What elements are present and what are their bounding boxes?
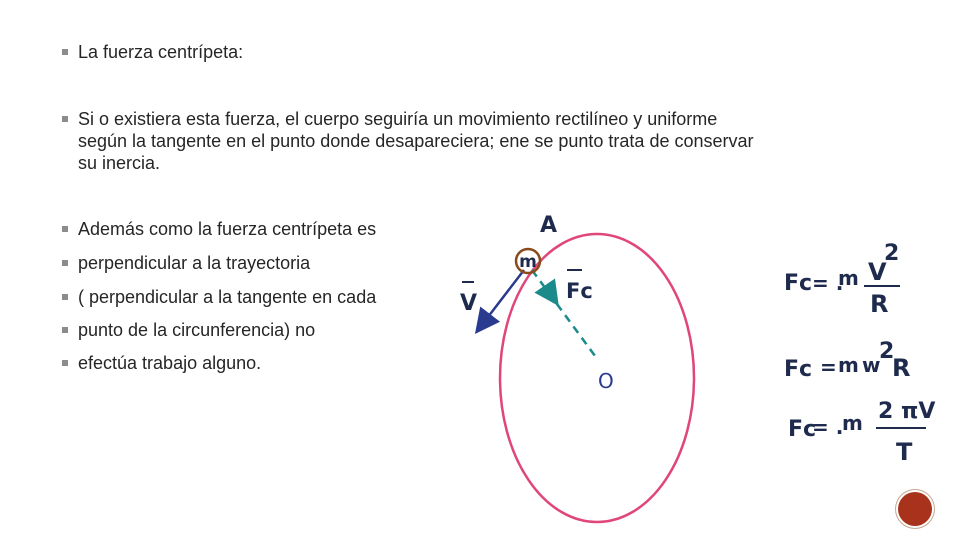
mass-label: m bbox=[519, 252, 537, 272]
formula-2-equals: = bbox=[820, 355, 837, 379]
formula-2-lhs: Fc bbox=[784, 357, 813, 382]
slide-number-badge bbox=[898, 492, 932, 526]
formula-3-mass: m bbox=[842, 411, 863, 435]
formula-3-denominator: T bbox=[896, 438, 913, 466]
velocity-arrow bbox=[478, 270, 524, 330]
bullet-text: Si o existiera esta fuerza, el cuerpo seguiría un movimiento rectilíneo y uniforme según la tangente en el punto donde desapareciera; ene se punto trata de conservar su inercia. bbox=[78, 109, 754, 173]
bullet-text: efectúa trabajo alguno. bbox=[78, 353, 262, 373]
bullet-text: punto de la circunferencia) no bbox=[78, 320, 316, 340]
point-a-label: A bbox=[540, 213, 558, 238]
bullet-text: ( perpendicular a la tangente en cada bbox=[78, 287, 377, 307]
formula-1-exponent: 2 bbox=[884, 241, 900, 266]
formula-2-omega: w bbox=[862, 353, 881, 377]
velocity-label: V bbox=[460, 291, 478, 316]
bullet-text: perpendicular a la trayectoria bbox=[78, 253, 311, 273]
formula-centripetal-period bbox=[788, 399, 935, 466]
formula-2-radius: R bbox=[892, 354, 911, 382]
formula-1-numerator: V bbox=[868, 258, 887, 286]
centripetal-force-arrowhead bbox=[545, 286, 556, 302]
bullet-text: La fuerza centrípeta: bbox=[78, 42, 244, 62]
formula-2-exponent: 2 bbox=[879, 339, 895, 364]
trajectory-circle bbox=[500, 234, 694, 522]
formula-1-equals: = . bbox=[812, 271, 844, 295]
formula-3-numerator: 2 πV bbox=[878, 399, 936, 424]
formula-centripetal-angular bbox=[784, 339, 910, 382]
bullet-text: Además como la fuerza centrípeta es bbox=[78, 219, 377, 239]
formula-3-lhs: Fc bbox=[788, 417, 817, 442]
formula-1-mass: m bbox=[838, 266, 859, 290]
formula-3-equals: = . bbox=[812, 415, 844, 439]
formula-1-denominator: R bbox=[870, 290, 889, 318]
formula-1-lhs: Fc bbox=[784, 271, 813, 296]
formula-centripetal-velocity bbox=[784, 241, 900, 318]
formula-2-mass: m bbox=[838, 353, 859, 377]
force-label: Fc bbox=[566, 279, 593, 303]
center-label: O bbox=[598, 369, 614, 393]
